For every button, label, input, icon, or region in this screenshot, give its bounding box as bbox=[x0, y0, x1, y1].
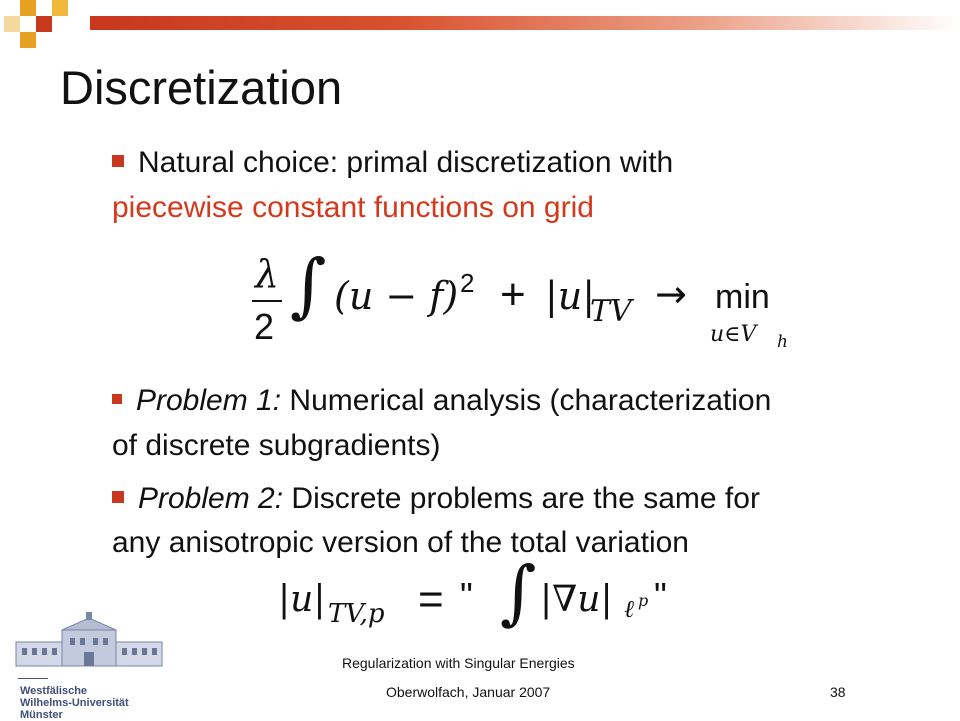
bullet-3-label: Problem 2: bbox=[138, 482, 284, 515]
formula1-under: u∈V bbox=[710, 322, 757, 347]
page-number: 38 bbox=[830, 684, 846, 700]
corner-square-orange-3 bbox=[20, 32, 36, 48]
formula1-plus: + bbox=[500, 270, 526, 319]
bullet-2-line2: of discrete subgradients) bbox=[112, 429, 441, 462]
formula1-sub: TV bbox=[590, 294, 632, 329]
integral-sign: ∫ bbox=[290, 244, 327, 326]
formula2-quote-close: " bbox=[654, 575, 667, 616]
footer-date: Oberwolfach, Januar 2007 bbox=[386, 684, 551, 700]
logo-line2: Wilhelms-Universität bbox=[20, 697, 129, 709]
corner-square-light bbox=[4, 16, 20, 32]
formula1-min: min bbox=[715, 278, 770, 316]
corner-square-red bbox=[36, 16, 52, 32]
bullet-2-rest: Numerical analysis (characterization bbox=[289, 384, 772, 417]
bullet-3-rest: Discrete problems are the same for bbox=[291, 482, 760, 515]
formula2-eq: = bbox=[418, 575, 444, 624]
bullet-1-line1: Natural choice: primal discretization with bbox=[138, 146, 674, 179]
formula-tv-minimization bbox=[250, 244, 810, 360]
formula-anisotropic-tv bbox=[278, 551, 698, 645]
formula2-lhs: |u| bbox=[278, 579, 326, 620]
formula2-rhs-sub: ℓ bbox=[624, 595, 634, 623]
frac-denominator: 2 bbox=[254, 306, 275, 347]
slide-title: Discretization bbox=[60, 61, 343, 114]
formula1-under-sub: h bbox=[777, 332, 788, 352]
formula2-rhs: |∇u| bbox=[540, 579, 613, 620]
header-gradient-bar bbox=[90, 16, 960, 30]
formula2-lhs-sub: TV,p bbox=[328, 599, 385, 629]
bullet-1-line2: piecewise constant functions on grid bbox=[112, 191, 594, 224]
university-building-icon bbox=[14, 612, 164, 672]
bullet-marker bbox=[112, 155, 124, 167]
frac-numerator: λ bbox=[255, 252, 280, 296]
formula1-abs: |u| bbox=[545, 274, 596, 318]
arrow-icon: → bbox=[655, 272, 687, 316]
formula2-rhs-sup: p bbox=[638, 591, 649, 610]
logo-text bbox=[20, 685, 129, 721]
logo-divider bbox=[18, 678, 48, 679]
bullet-marker bbox=[112, 491, 124, 503]
integral-sign: ∫ bbox=[500, 551, 537, 633]
bullet-3 bbox=[112, 478, 760, 520]
bullet-marker bbox=[112, 394, 122, 404]
formula1-body: (u − f) bbox=[334, 274, 459, 318]
formula1-power: 2 bbox=[460, 268, 475, 298]
bullet-2-label: Problem 1: bbox=[136, 384, 282, 417]
footer-title: Regularization with Singular Energies bbox=[342, 655, 575, 671]
bullet-2 bbox=[112, 380, 771, 422]
university-logo bbox=[14, 612, 164, 672]
frac-bar bbox=[252, 300, 282, 302]
formula2-quote-open: " bbox=[460, 575, 473, 616]
logo-line1: Westfälische bbox=[20, 685, 88, 697]
corner-square-orange bbox=[20, 0, 36, 16]
bullet-3-line2: any anisotropic version of the total variation bbox=[112, 526, 689, 559]
logo-line3: Münster bbox=[20, 709, 63, 721]
corner-square-orange-2 bbox=[52, 0, 68, 16]
bullet-1 bbox=[112, 142, 673, 184]
